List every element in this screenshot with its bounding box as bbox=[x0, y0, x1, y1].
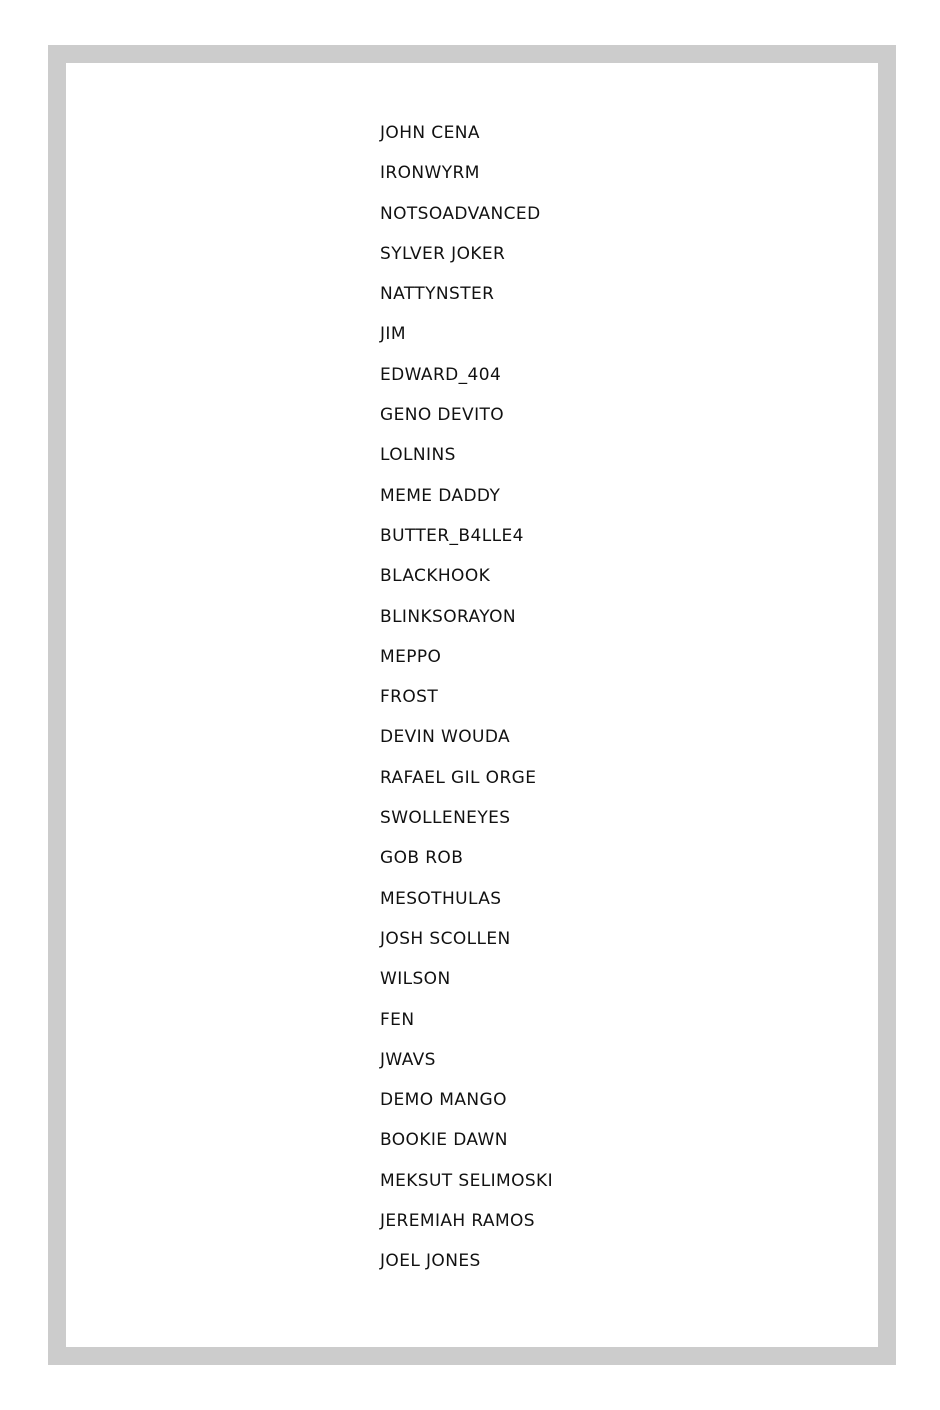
credit-name: JEREMIAH RAMOS bbox=[380, 1211, 535, 1232]
credit-name: SYLVER JOKER bbox=[380, 243, 506, 264]
credit-name: FEN bbox=[380, 1009, 415, 1030]
credit-name: MESOTHULAS bbox=[380, 888, 502, 909]
credit-name: MEKSUT SELIMOSKI bbox=[380, 1170, 553, 1191]
credit-name: BOOKIE DAWN bbox=[380, 1130, 508, 1151]
credit-name: BLINKSORAYON bbox=[380, 606, 516, 627]
credit-name: NOTSOADVANCED bbox=[380, 203, 541, 224]
credit-name: JIM bbox=[380, 324, 406, 345]
credit-name: MEPPO bbox=[380, 646, 442, 667]
credit-name: LOLNINS bbox=[380, 445, 456, 466]
credit-name: JWAVS bbox=[380, 1049, 436, 1070]
credit-name: GENO DEVITO bbox=[380, 405, 505, 426]
credit-name: JOSH SCOLLEN bbox=[380, 928, 511, 949]
credit-name: FROST bbox=[380, 687, 439, 708]
credit-name: RAFAEL GIL ORGE bbox=[380, 767, 537, 788]
credit-name: IRONWYRM bbox=[380, 163, 480, 184]
credit-name: EDWARD_404 bbox=[380, 364, 502, 385]
credit-name: DEMO MANGO bbox=[380, 1090, 507, 1111]
page-border bbox=[48, 45, 896, 1365]
credit-name: MEME DADDY bbox=[380, 485, 501, 506]
credit-name: JOHN CENA bbox=[380, 123, 480, 143]
credit-name: JOEL JONES bbox=[380, 1251, 481, 1272]
credits-name-list bbox=[380, 125, 553, 1294]
credit-name: WILSON bbox=[380, 969, 451, 990]
credit-name: GOB ROB bbox=[380, 848, 464, 869]
credit-name: DEVIN WOUDA bbox=[380, 727, 511, 748]
credit-name: NATTYNSTER bbox=[380, 284, 495, 305]
page bbox=[66, 63, 878, 1347]
credit-name: BUTTER_B4LLE4 bbox=[380, 525, 524, 546]
credit-name: SWOLLENEYES bbox=[380, 808, 511, 829]
credit-name: BLACKHOOK bbox=[380, 566, 491, 587]
